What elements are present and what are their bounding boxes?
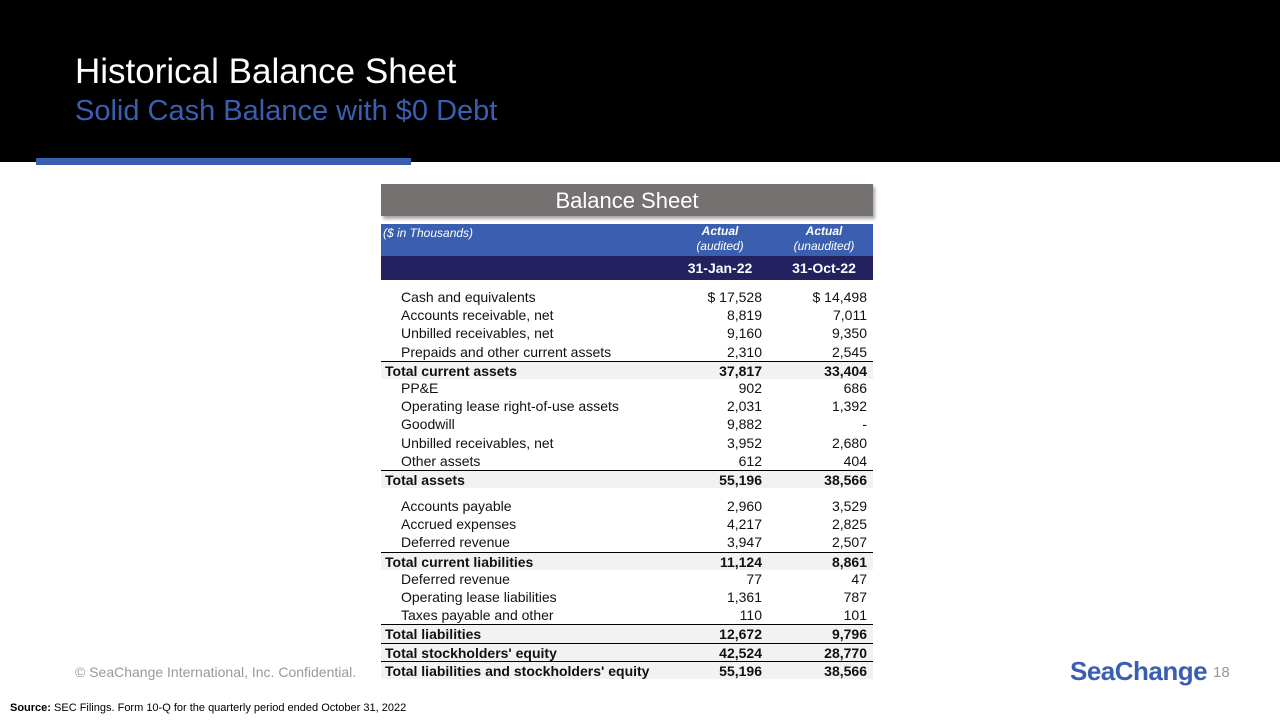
row-value: 28,770 (824, 644, 867, 661)
row-label: Other assets (401, 452, 481, 469)
table-body (381, 288, 873, 679)
row-label: Cash and equivalents (401, 289, 536, 305)
row-value: 3,529 (831, 498, 867, 515)
row-label: Total liabilities (385, 626, 482, 643)
page-title: Historical Balance Sheet (75, 52, 457, 91)
table-row (381, 606, 873, 624)
col2-date: 31-Oct-22 (792, 260, 856, 276)
row-label: Operating lease right-of-use assets (401, 398, 619, 415)
table-row (381, 452, 873, 470)
row-label: Operating lease liabilities (401, 589, 557, 605)
row-value: 3,947 (726, 534, 762, 551)
row-value: 1,392 (831, 398, 867, 415)
source-note (10, 702, 406, 714)
col2-top: Actual (805, 224, 843, 238)
row-label: Total current assets (385, 362, 518, 379)
row-label: Unbilled receivables, net (401, 434, 554, 451)
table-row (381, 570, 873, 588)
row-value: $ 14,498 (812, 289, 867, 305)
row-value: 7,011 (833, 307, 867, 324)
table-row (381, 643, 873, 661)
date-row (381, 256, 873, 280)
row-value: 2,680 (831, 434, 867, 451)
row-value: 8,861 (831, 553, 867, 570)
row-value: 42,524 (719, 644, 762, 661)
page-subtitle: Solid Cash Balance with $0 Debt (75, 95, 498, 127)
table-row (381, 379, 873, 397)
row-value: 55,196 (719, 471, 762, 488)
row-value: 9,350 (831, 325, 867, 342)
table-row (381, 588, 873, 606)
table-row (381, 515, 873, 533)
row-value: 77 (746, 570, 762, 587)
row-value: 2,507 (831, 534, 867, 551)
table-row (381, 397, 873, 415)
table-title: Balance Sheet (381, 184, 873, 216)
row-value: 1,361 (726, 589, 762, 605)
row-value: 101 (843, 607, 867, 624)
row-value: 2,310 (726, 343, 762, 360)
col1-header (670, 224, 770, 254)
row-value: 902 (738, 379, 762, 396)
row-value: 4,217 (726, 516, 762, 533)
table-row (381, 288, 873, 306)
row-value: 3,952 (726, 434, 762, 451)
units-label: ($ in Thousands) (383, 226, 474, 240)
row-label: PP&E (401, 379, 439, 396)
row-value: 8,819 (726, 307, 762, 324)
row-value: - (862, 416, 867, 433)
row-label: Taxes payable and other (401, 607, 554, 624)
row-label: Total liabilities and stockholders' equity (385, 662, 650, 679)
table-row (381, 552, 873, 570)
row-value: 55,196 (719, 662, 762, 679)
table-row (381, 661, 873, 679)
row-label: Accounts receivable, net (401, 307, 554, 324)
row-value: 9,882 (726, 416, 762, 433)
col2-sub: (unaudited) (793, 239, 855, 253)
table-row (381, 361, 873, 379)
row-value: 12,672 (719, 626, 762, 643)
row-label: Deferred revenue (401, 570, 510, 587)
row-value: 2,031 (726, 398, 762, 415)
row-value: 9,160 (726, 325, 762, 342)
table-row (381, 306, 873, 324)
row-label: Total assets (385, 471, 465, 488)
row-value: 33,404 (824, 362, 867, 379)
row-label: Total stockholders' equity (385, 644, 557, 661)
row-label: Unbilled receivables, net (401, 325, 554, 342)
row-value: 404 (843, 452, 867, 469)
row-value: 110 (739, 607, 762, 624)
header-row (381, 224, 873, 256)
confidential-notice: © SeaChange International, Inc. Confidential. (75, 664, 357, 680)
row-value: 37,817 (719, 362, 762, 379)
table-row (381, 533, 873, 551)
row-label: Goodwill (401, 416, 455, 433)
row-value: 2,960 (726, 498, 762, 515)
table-row (381, 415, 873, 433)
source-text: SEC Filings. Form 10-Q for the quarterly period ended October 31, 2022 (50, 702, 407, 714)
row-label: Deferred revenue (401, 534, 510, 551)
table-row (381, 343, 873, 361)
row-value: 612 (738, 452, 762, 469)
row-value: 2,825 (831, 516, 867, 533)
table-row (381, 624, 873, 642)
col1-sub: (audited) (696, 239, 744, 253)
row-label: Prepaids and other current assets (401, 343, 612, 360)
row-label: Total current liabilities (385, 553, 534, 570)
row-value: 11,124 (719, 553, 762, 570)
row-value: 47 (851, 570, 867, 587)
col1-date: 31-Jan-22 (687, 260, 753, 276)
row-value: $ 17,528 (707, 289, 762, 305)
row-value: 38,566 (824, 471, 867, 488)
row-value: 38,566 (824, 662, 867, 679)
row-value: 686 (843, 379, 867, 396)
col2-header (774, 224, 874, 254)
page-number: 18 (1213, 664, 1230, 681)
accent-bar (36, 158, 411, 165)
row-value: 2,545 (831, 343, 867, 360)
row-label: Accrued expenses (401, 516, 517, 533)
balance-sheet-table (381, 184, 873, 679)
table-row (381, 470, 873, 488)
row-value: 9,796 (831, 626, 867, 643)
table-row (381, 324, 873, 342)
table-row (381, 497, 873, 515)
row-value: 787 (843, 589, 867, 605)
table-row (381, 434, 873, 452)
col1-top: Actual (701, 224, 739, 238)
row-label: Accounts payable (401, 498, 512, 515)
source-label: Source: (10, 702, 51, 714)
seachange-logo: SeaChange (1070, 656, 1208, 686)
